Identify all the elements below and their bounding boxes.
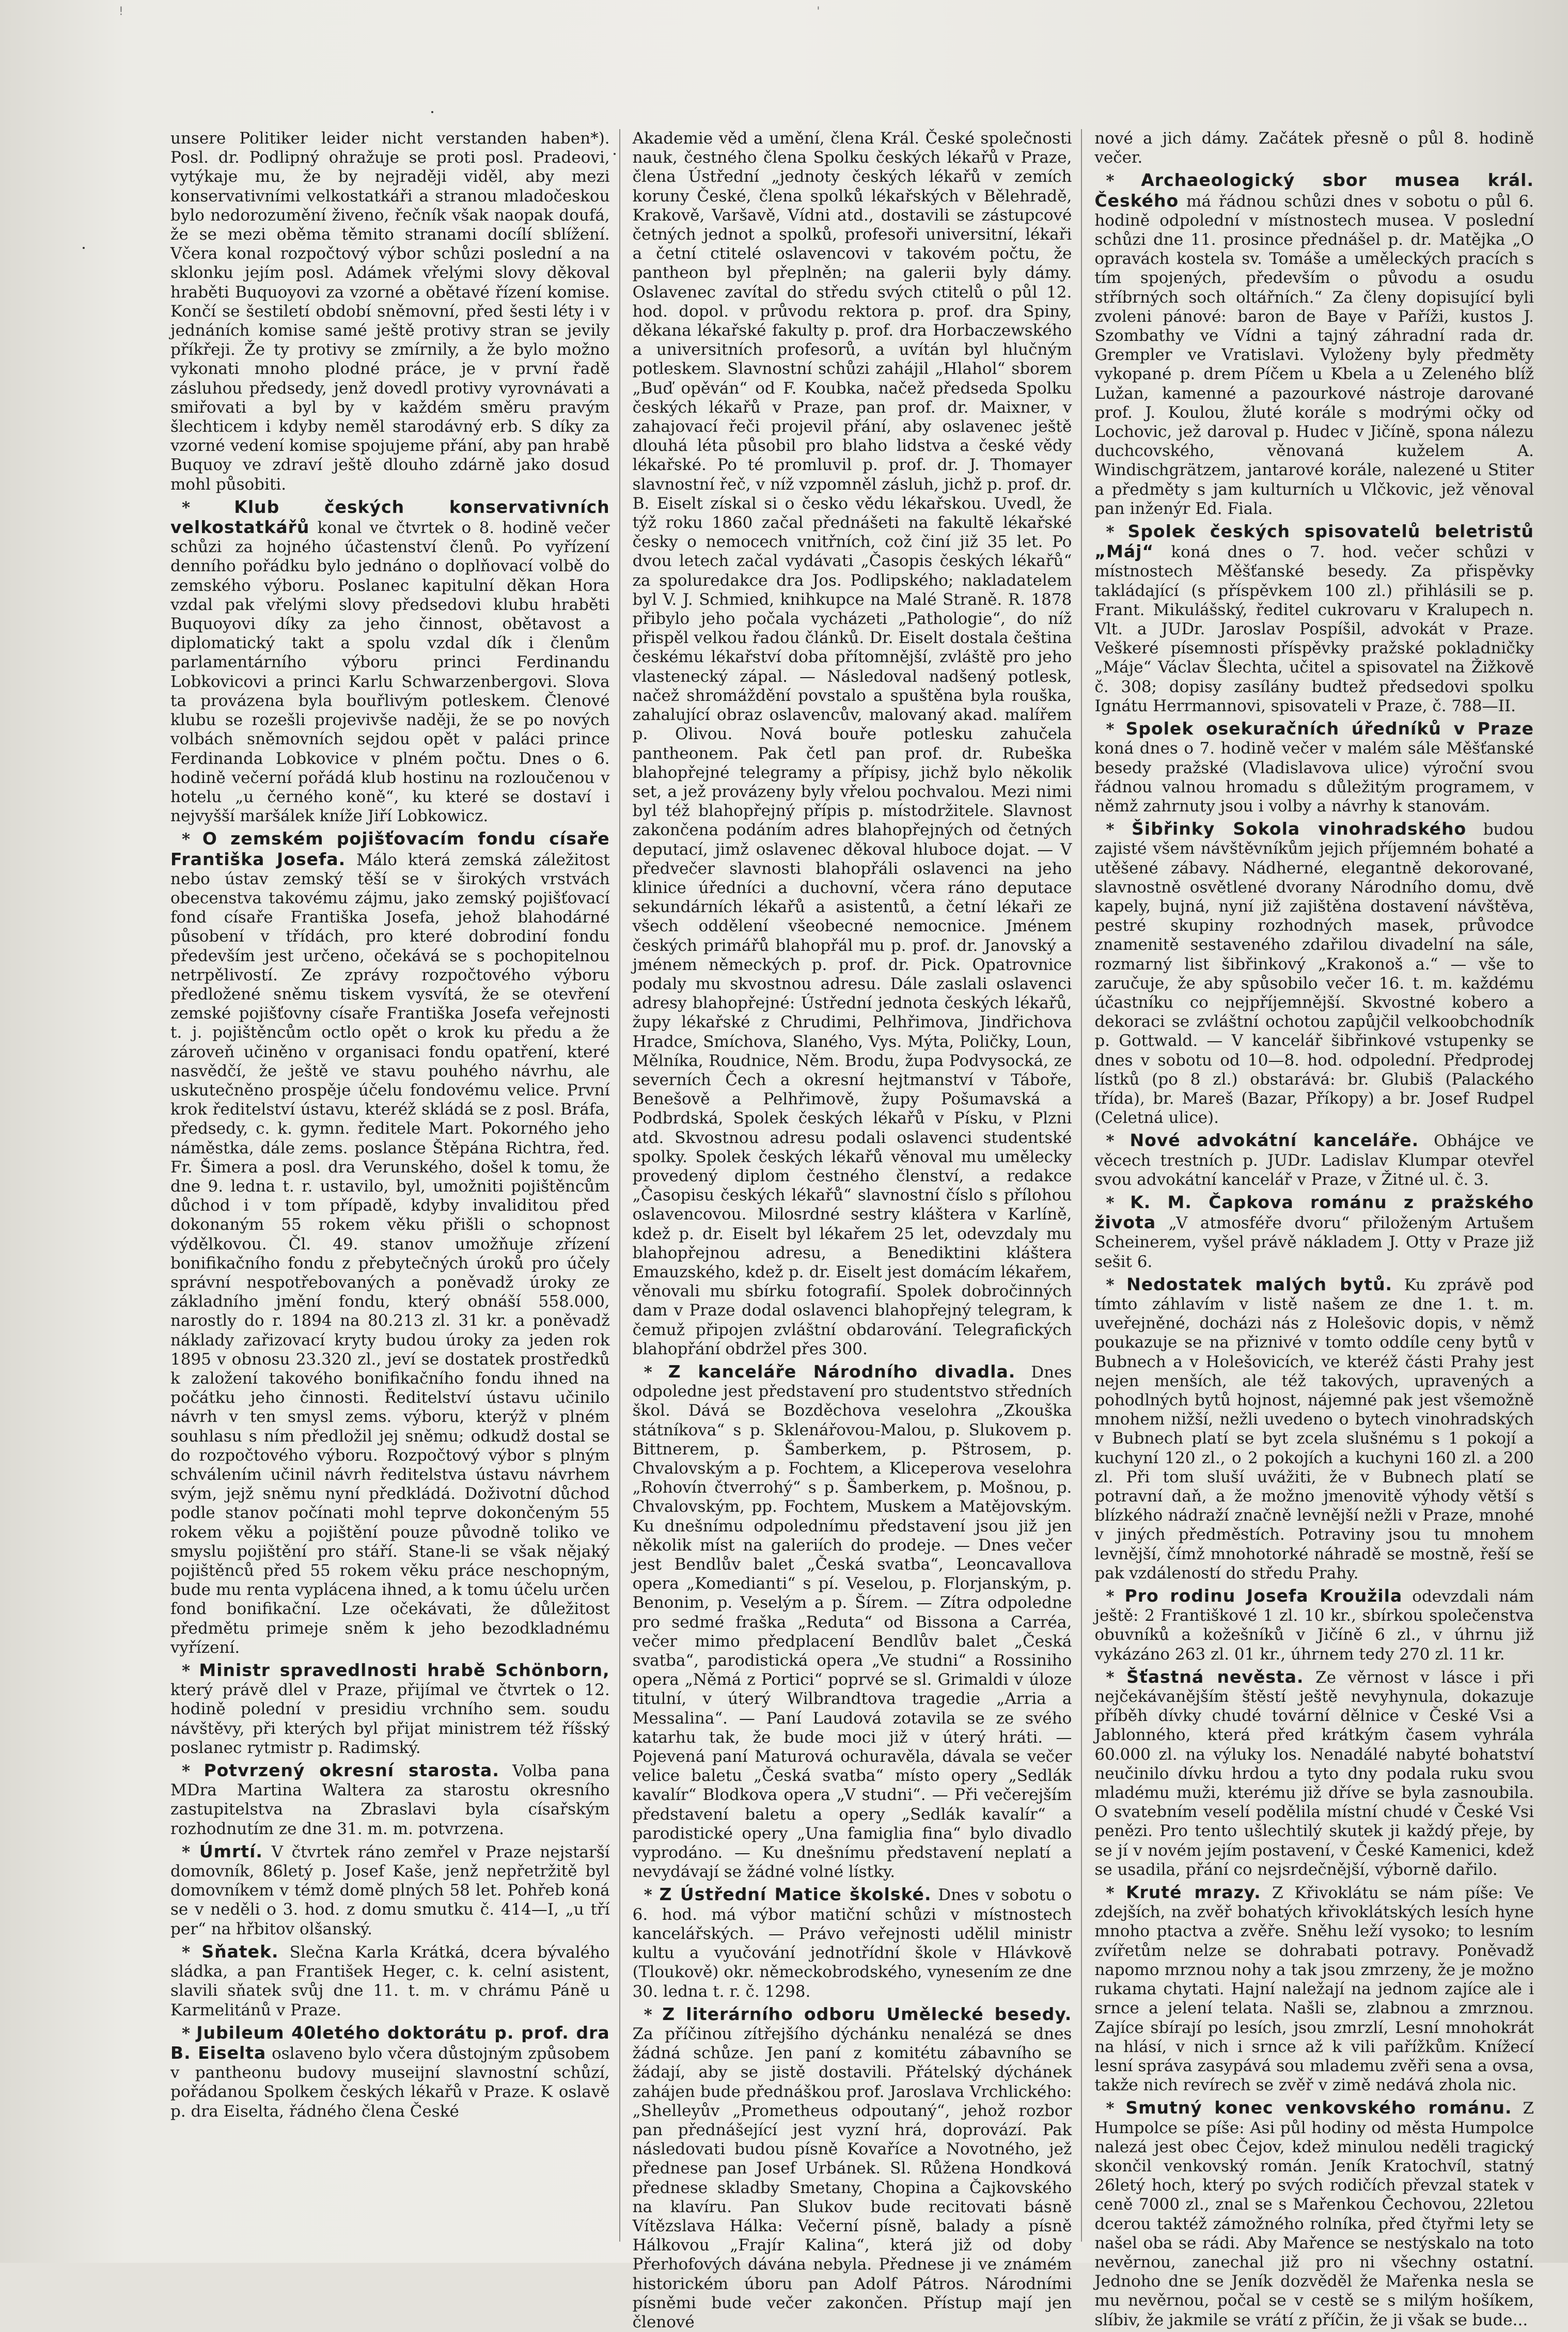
news-item [1094,819,1534,1128]
news-headline: Potvrzený okresní starosta. [203,1760,499,1781]
news-headline: Ministr spravedlnosti hrabě Schönborn, [199,1660,610,1681]
ink-smudge [614,153,616,155]
news-headline: O zemském pojišťovacím fondu císaře Františka Josefa. [170,828,610,869]
news-body-text: Ku zprávě pod tímto záhlavím v listě našem ze dne 1. t. m. uveřejněné, docházi nás z Holešovic dopis, v němž poukazuje se na přiznivé v tomto oddíle ceny bytů v Bubnech a v Holešovicích, ve kteréž části Prahy jest nejen menších, ale též takových, upravených a pohodlných bytů hojnost, nájemné pak jest všemožně mnohem nižší, nežli uvedeno o bytech vinohradských v Bubnech platí se byt zcela slušnému s 1 pokojí a kuchyní 120 zl., o 2 pokojích a kuchyni 160 zl. a 200 zl. Při tom sluší uvážiti, že v Bubnech platí se potravní daň, a že možno jmenovitě výhody větší s blízkého nádraží značně levnější nežli v Praze, mnohé v jiných předměstích. Potraviny jsou tu mnohem levnější, čímž mnohotorké náhradě se mostně, řeší se pak vzdáleností do středu Prahy. [1094,1275,1534,1583]
item-bullet-mark: * [182,1943,202,1962]
item-bullet-mark: * [1106,523,1128,542]
news-item [1094,1883,1534,2095]
news-item [170,497,610,826]
news-item [170,1942,610,2020]
item-bullet-mark: * [1106,1193,1131,1212]
item-bullet-mark: * [1106,1668,1127,1687]
news-body-text: oslaveno bylo včera důstojným způsobem v pantheonu budovy museijní slavnostní schůzí, pořádanou Spolkem českých lékařů v Praze. K oslavě p. dra Eiselta, řádného člena České [170,2044,610,2121]
news-body-text: Obhájce ve věcech trestních p. JUDr. Ladislav Klumpar otevřel svou advokátní kancelář v Praze, v Žitné ul. č. 3. [1094,1132,1534,1189]
column-3 [1094,129,1534,2329]
news-body-text: „V atmosféře dvoru“ přiloženým Artušem Scheinerem, vyšel právě nákladem J. Otty v Praze již sešit 6. [1094,1214,1534,1271]
news-headline: Smutný konec venkovského románu. [1125,2098,1512,2118]
item-bullet-mark: * [1106,2099,1126,2118]
news-body-text: Ze věrnost v lásce i při nejčekávanějším štěstí ještě nevyhynula, dokazuje příběh dívky chudé tovární dělnice v České Vsi a Jablonného, která před krátkým časem vyhrála 60.000 zl. na výluky los. Nenadálé nabyté bohatství neučinilo dívku hrdou a tyto dny podala ruku svou mladému muži, kterému již dříve se byla zasnoubila. O svatebním veselí podělila místní chudé v České Vsi penězi. Pro tento ušlechtilý skutek ji každý přeje, by se jí v novém jejím postavení, v České Kamenici, kdež se usadila, přání co nejsrdečnější, výborně dařilo. [1094,1668,1534,1879]
news-item [1094,1586,1534,1664]
news-headline: Z Ústřední Matice školské. [659,1884,932,1905]
item-bullet-mark: * [182,2024,197,2043]
item-bullet-mark: * [182,1762,204,1781]
news-headline: Spolek českých spisovatelů beletristů „Máj“ [1094,521,1534,562]
news-headline: Jubileum 40letého doktorátu p. prof. dra B. Eiselta [170,2022,610,2063]
news-headline: Z kanceláře Národního divadla. [668,1361,1016,1382]
news-body-text: má řádnou schůzi dnes v sobotu o půl 6. hodině odpolední v místnostech musea. V poslední schůzi dne 11. prosince přednášel p. dr. Matějka „O opravách kostela sv. Tomáše a uměleckých pracích s tím spojených, především o původu a osudu stříbrných soch oltářních.“ Za členy dopisující byli zvoleni pánové: baron de Baye v Paříži, kustos J. Szombathy ve Vídni a tajný záhradní rada dr. Grempler ve Vratislavi. Vyloženy byly předměty vykopané p. drem Píčem u Kbela a u Zeleného blíž Lužan, kamenné a pazourkové nástroje darované prof. J. Koulou, žluté korále s modrými očky od Lochovic, jež daroval p. Hudec v Jičíně, spona nálezu duchcovského, věnovaná kuželem A. Windischgrätzem, jantarové korále, nalezené u Stiter a předměty s jam kulturních u Vlčkovic, jež věnoval pan inženýr Ed. Fiala. [1094,192,1534,518]
news-headline: Šibřinky Sokola vinohradského [1132,819,1467,839]
item-bullet-mark: * [1106,1275,1127,1294]
item-bullet-mark: * [1106,171,1141,191]
news-body-text: Akademie věd a umění, člena Král. České společnosti nauk, čestného člena Spolku českých lékařů v Praze, člena Ústřední „jednoty českých lékařů v zemích koruny České, člena spolků lékařských v Bělehradě, Krakově, Varšavě, Vídni atd., dostavili se zástupcové četných jednot a spolků, profesoři universitní, lékaři a četní ctitelé oslavencovi v takovém počtu, že pantheon byl přeplněn; na galerii byly dámy. Oslavenec zavítal do středu svých ctitelů o půl 12. hod. dopol. v průvodu rektora p. prof. dra Spiny, děkana lékařské fakulty p. prof. dra Horbaczewského a universitních profesorů, a uvítán byl hlučným potleskem. Slavnostní schůzi zahájil „Hlahol“ sborem „Buď opěván“ od F. Koubka, načež předseda Spolku českých lékařů v Praze, pan prof. dr. Maixner, v zahajovací řeči projevil přání, aby oslavenec ještě dlouhá léta působil pro blaho lidstva a české vědy lékařské. Po té promluvil p. prof. dr. J. Thomayer slavnostní řeč, v níž vzpomněl zásluh, jichž p. prof. dr. B. Eiselt získal si o česko vědu lékařskou. Uvedl, že týž roku 1860 začal přednášeti na fakultě lékařské česky o nemocech vnitřních, což činí již 35 let. Po dvou letech začal vydávati „Časopis českých lékařů“ za spoluredakce dra Jos. Podlipského; nakladatelem byl V. J. Schmied, knihkupce na Malé Straně. R. 1878 přibylo jeho počala vycházeti „Pathologie“, do níž přispěl velkou řadou článků. Dr. Eiselt dostala čeština českému lékařství doba přítomnější, zvláště pro jeho vlastenecký zápal. — Následoval nadšený potlesk, načež shromáždění povstalo a spuštěna byla rouška, zahalující obraz oslavencův, malovaný akad. malířem p. Olivou. Nová bouře potlesku zahučela pantheonem. Pak četl pan prof. dr. Rubeška blahopřejné telegramy a přípisy, jichž bylo několik set, a jež provázeny byly vřelou pochvalou. Mezi nimi byl též blahopřejný přípis p. místodržitele. Slavnost zakončena podáním adres blahopřejných od četných deputací, jimž oslavenec děkoval hluboce dojat. — V předvečer slavnosti blahopřáli oslavenci na jeho klinice úředníci a duchovní, včera ráno deputace sekundárních lékařů a asistentů, a četní lékaři ze všech oddělení všeobecné nemocnice. Jménem českých primářů blahopřál mu p. prof. dr. Janovský a jménem německých p. prof. dr. Pick. Opatrovnice podaly mu skvostnou adresu. Dále zaslali oslavenci adresy blahopřejné: Ústřední jednota českých lékařů, župy lékařské z Chrudimi, Pelhřimova, Jindřichova Hradce, Smíchova, Slaného, Vys. Mýta, Poličky, Loun, Mělníka, Roudnice, Něm. Brodu, župa Podvysocká, ze severních Čech a okresní hejtmanství v Táboře, Benešově a Pelhřimově, župy Pošumavská a Podbrdská, Spolek českých lékařů v Písku, v Plzni atd. Skvostnou adresu podali oslavenci studentské spolky. Spolek českých lékařů věnoval mu umělecky provedený diplom čestného členství, a redakce „Časopisu českých lékařů“ slavnostní číslo s přílohou oslavencovou. Milosrdné sestry kláštera v Karlíně, kdež p. dr. Eiselt byl lékařem 25 let, odevzdaly mu blahopřejnou adresu, a Benediktini kláštera Emauzského, kdež p. dr. Eiselt jest domácím lékařem, věnovali mu sbírku fotografií. Spolek dobročinných dam v Praze dodal oslavenci blahopřejný telegram, k čemuž připojen zvláštní obdarování. Telegrafických blahopřání obdržel přes 300. [632,129,1072,1358]
news-body-text: Slečna Karla Krátká, dcera bývalého sládka, a pan František Heger, c. k. celní asistent, slavili sňatek svůj dne 11. t. m. v chrámu Páně u Karmelitánů v Praze. [170,1943,610,2020]
news-item [1094,170,1534,519]
news-item [170,1761,610,1839]
news-item [1094,1131,1534,1190]
news-item [633,1885,1072,2001]
news-headline: Kruté mrazy. [1125,1882,1261,1903]
news-item [170,1661,610,1758]
news-headline: Úmrtí. [199,1841,263,1861]
column-2 [632,129,1083,2331]
news-body-text: V čtvrtek ráno zemřel v Praze nejstarší domovník, 86letý p. Josef Kaše, jenž nepřetržitě byl domovníkem v témž domě plných 58 let. Pohřeb koná se v neděli o 3. hod. z domu smutku č. 414—I, „u tří per“ na hřbitov olšanský. [170,1842,610,1938]
news-body-text: který právě dlel v Praze, přijímal ve čtvrtek o 12. hodině polední v presidiu vrchního sem. soudu návštěvy, při kterých byl přijat ministrem též říšský poslanec rytmistr p. Radimský. [170,1681,610,1757]
news-body-text: koná dnes o 7. hodině večer v malém sále Měšťanské besedy pražské (Vladislavova ulice) výroční svou řádnou valnou hromadu s důležitým programem, v němž zahrnuty jsou i volby a návrhy k stanovám. [1094,739,1534,816]
news-item [633,2005,1072,2332]
news-item [170,1842,610,1939]
center-page-mark: ' [817,5,820,18]
news-item [170,829,610,1657]
news-headline: Šťastná nevěsta. [1126,1666,1304,1687]
news-body-text: Volba pana MDra Martina Waltera za starostu okresního zastupitelstva na Zbraslavi byla císařským rozhodnutím ze dne 31. m. m. potvrzena. [170,1762,610,1838]
left-page-mark: ! [119,5,123,18]
news-item [1094,719,1534,816]
item-bullet-mark: * [1106,1132,1130,1151]
continued-text [170,129,610,494]
news-body-text: budou zajisté všem návštěvníkům jejich příjemném bohaté a utěšené zábavy. Nádherné, elegantně dekorované, slavnostně osvětlené dvorany Národního domu, dvě kapely, bujná, nyní již zajištěna dostavení návštěva, pestré skupiny rozhodných masek, průvodce znamenitě sestaveného zdařilou divadelní na sále, rozmarný list šibřinkový „Krakonoš a.“ — vše to zaručuje, že aby spůsobilo večer 16. t. m. každému účastníku co nejpříjemnější. Skvostné kobero a dekoraci se zvláštní ochotou zapůjčil velkoobchodník p. Gottwald. — V kancelář šibřinkové vstupenky se dnes v sobotu od 10—8. hod. odpolední. Předprodej lístků (po 8 zl.) obstarává: br. Glubiš (Palackého třída), br. Mareš (Bazar, Příkopy) a br. Josef Rudpel (Celetná ulice). [1094,820,1534,1128]
news-item [1094,2098,1534,2329]
news-body-text: Dnes v sobotu o 6. hod. má výbor matiční schůzi v místnostech kancelářských. — Právo veřejnosti udělil ministr kultu a vyučování jednotřídní škole v Hlávkově (Tloukově) okr. německobrodského, vynesením ze dne 30. ledna t. r. č. 1298. [632,1886,1072,2001]
continued-text [1094,129,1534,167]
news-item [1094,1193,1534,1272]
news-headline: Z literárního odboru Umělecké besedy. [662,2004,1072,2024]
news-body-text: konal ve čtvrtek o 8. hodině večer schůzi za hojného účastenství členů. Po vyřízení denního pořádku bylo jednáno o doplňovací volbě do zemského výboru. Poslanec kapitulní děkan Hora vzdal pak vřelými slovy předsedovi klubu hraběti Buquoyovi díky za jeho činnost, obětavost a diplomatický takt a spolu vzdal dík i členům parlamentárního výboru princi Ferdinandu Lobkovicovi a princi Karlu Schwarzenbergovi. Slova ta provázena byla bouřlivým potleskem. Členové klubu se rozešli projevivše naději, že se po nových volbách sněmovních sejdou opět v paláci prince Ferdinanda Lobkovice v plném počtu. Dnes o 6. hodině večerní pořádá klub hostinu na rozloučenou v hotelu „u černého koně“, ku které se dostaví i nejvyšší maršálek kníže Jiří Lobkowicz. [170,519,610,826]
news-headline: Nové advokátní kanceláře. [1130,1130,1419,1151]
news-body-text: Dnes odpoledne jest představení pro studentstvo středních škol. Dává se Bozděchova veselohra „Zkouška státníkova“ s p. Sklenářovou-Malou, p. Slukovem p. Bittnerem, p. Šamberkem, p. Pštrosem, p. Chvalovským a p. Fochtem, a Kliceperova veselohra „Rohovín čtverrohý“ s p. Šamberkem, p. Mošnou, p. Chvalovským, pp. Fochtem, Muskem a Matějovským. Ku dnešnímu odpolednímu představení jsou již jen několik míst na galeriích do prodeje. — Dnes večer jest Bendlův balet „Česká svatba“, Leoncavallova opera „Komedianti“ s pí. Veselou, p. Florjanským, p. Benonim, p. Veselým a p. Šírem. — Zítra odpoledne pro sedmé fraška „Reduta“ od Bissona a Carréa, večer mimo předplacení Bendlův balet „Česká svatba“, parodistická opera „Ve studni“ a Rossiniho opera „Němá z Portici“ poprvé se sl. Grimaldi v úloze titulní, v úterý Wilbrandtova tragedie „Arria a Messalina“. — Paní Laudová zotavila se ze svého katarhu tak, že bude moci již v úterý hráti. — Pojevená paní Maturová ochuravěla, dávala se večer velice baletu „Česká svatba“ místo opery „Sedlák kavalír“ Blodkova opera „V studni“. — Při večerejším představení baletu a opery „Sedlák kavalír“ a parodistické opery „Una famiglia fina“ bylo divadlo vyprodáno. — Ku dnešnímu představení neplatí a nevydávají se žádné volné lístky. [632,1363,1072,1882]
news-headline: K. M. Čapkova románu z pražského života [1094,1192,1534,1233]
ink-smudge [431,111,433,113]
news-item [1094,1667,1534,1880]
article-columns [170,129,1534,2331]
news-item [633,1362,1072,1882]
news-headline: Sňatek. [201,1941,279,1962]
news-body-text: nové a jich dámy. Začátek přesně o půl 8. hodině večer. [1094,129,1534,167]
item-bullet-mark: * [1106,720,1126,739]
news-body-text: Za příčinou zítřejšího dýchánku nenalézá se dnes žádná schůze. Jen paní z komitétu zábavního se žádají, aby se jistě dostavili. Přátelský dýchánek zahájen bude přednáškou prof. Jaroslava Vrchlického: „Shelleyův „Prometheus odpoutaný“, jehož rozbor pan přednášející jest vyzní hrá, doprovází. Pak následovati budou písně Kovaříce a Novotného, jež přednese pan Josef Urbánek. Sl. Růžena Hondková přednese skladby Smetany, Chopina a Čajkovského na klavíru. Pan Slukov bude recitovati básně Vítězslava Hálka: Večerní písně, balady a písně Hálkovou „Frajír Kalina“, která již od doby Přerhofových dávána nebyla. Přednese ji ve známém historickém úboru pan Adolf Pátros. Národními písněmi bude večer zakončen. Přístup mají jen členové [632,2024,1072,2331]
news-headline: Klub českých konservativních velkostatkářů [170,496,610,538]
item-bullet-mark: * [182,498,234,517]
item-bullet-mark: * [1106,1587,1125,1606]
news-item [1094,1275,1534,1583]
column-1 [170,129,620,2242]
page-top-marks [119,5,1513,18]
item-bullet-mark: * [644,1886,660,1905]
news-headline: Spolek osekuračních úředníků v Praze [1125,718,1534,739]
item-bullet-mark: * [1106,820,1132,839]
item-bullet-mark: * [644,2005,663,2024]
news-body-text: Z Humpolce se píše: Asi půl hodiny od města Humpolce nalezá jest obec Čejov, kdež minulou neděli tragický skončil venkovský román. Jeník Kratochvíl, statný 26letý hoch, který po svých rodičích převzal statek v ceně 7000 zl., znal se s Mařenkou Čechovou, 22letou dcerou taktéž zámožného rolníka, před čtyřmi lety se našel oba se rádi. Aby Mařence se nestýskalo na toto nevěrnou, zanechal již pro ni všechny ostatní. Jednoho dne se Jeník dozvěděl že Mařenka nesla se mu nevěrnou, počal se v cestě se s milým hošíkem, slíbiv, že jakmile se vrátí z příčin, že ji však se bude... [1094,2099,1534,2329]
news-body-text: Z Křivoklátu se nám píše: Ve zdejších, na zvěř bohatých křivoklátských lesích hyne mnoho ptactva a zvěře. Sněhu leží vysoko; to lesním zvířetům nelze se dohrabati potravy. Poněvadž napomo mrznou nohy a tak jsou zmrzeny, že je možno rukama chytati. Hajní naležají na jednom zajíce ale i srnce a jelení telata. Našli se, zlabnou a zmrznou. Zajíce sbírají po lesích, jsou zmrzlí, Lesní mnohokrát na hlásí, v nich i srnce až k vili pařížkům. Knížecí lesní správa zasypává sou mlademu zvěři sena a ovsa, takže nich revírech se zvěř v zimě nedává zhola nic. [1094,1884,1534,2095]
news-body-text: Málo která zemská záležitost nebo ústav zemský těší se v širokých vrstvách obecenstva takovému zájmu, jako zemský pojišťovací fond císaře Františka Josefa, jehož blahodárné působení v třídách, pro které dobrodiní fondu především jest určeno, očekává se s pochopitelnou netrpělivostí. Ze zprávy rozpočtového výboru předložené sněmu tiskem vysvítá, že se otevření zemské pojišťovny císaře Františka Josefa veřejnosti t. j. pojištěncům octlo opět o krok ku předu a že zároveň učiněno v organisaci fondu opatření, které nasvědčí, že ještě ve stavu pouhého návrhu, ale uskutečněno prospěje účelu fondovému velice. První krok ředitelství ústavu, kteréž skládá se z posl. Bráfa, předsedy, c. k. gymn. ředitele Mart. Pokorného jeho náměstka, dále zems. poslance Štěpána Richtra, řed. Fr. Šimera a posl. dra Verunského, došel k tomu, že dne 9. ledna t. r. ustavilo, byl, umožniti pojištěncům důchod i v tom případě, kdyby invaliditou před dokonaným 55 rokem věku přišli o schopnost výdělkovou. Čl. 49. stanov umožňuje zřízení bonifikačního fondu z přebytečných úroků pro účely správní nespotřebovaných a poněvadž úroky ze základního jmění fondu, který obnáší 558.000, narostly do r. 1894 na 80.213 zl. 31 kr. a poněvadž náklady zařizovací kryty budou úroky za jeden rok 1895 v obnosu 23.320 zl., jeví se dostatek prostředků k založení takového bonifikačního fondu ihned na počátku jeho činnosti. Ředitelství ústavu učinilo návrh v ten smysl zems. výboru, kterýž v plném souhlasu s ním předložil jej sněmu; odkudž dostal se do rozpočtového výboru. Rozpočtový výbor s plným schválením učinil návrh ředitelstva ústavu návrhem svým, jejž sněmu nyní předkládá. Doživotní důchod podle stanov počínati mohl teprve dokončeným 55 rokem věku a pojištění pouze původně toliko ve smyslu pojištění pro stáří. Stane-li se však nějaký pojištěnců před 55 rokem věku práce neschopným, bude mu renta vyplácena ihned, a k tomu účelu určen fond bonifikační. Lze očekávati, že důležitost předmětu primeje sněm k jeho bezodkladnému vyřízení. [170,850,610,1657]
news-headline: Pro rodinu Josefa Kroužila [1124,1586,1403,1606]
item-bullet-mark: * [182,1662,199,1681]
news-body-text: odevzdali nám ještě: 2 Františkové 1 zl. 10 kr., sbírkou společenstva obuvníků a kožešníků v Jičíně 6 zl., v úhrnu již vykázáno 263 zl. 01 kr., úhrnem tedy 270 zl. 11 kr. [1094,1587,1534,1664]
item-bullet-mark: * [182,830,202,849]
ink-smudge [83,247,85,249]
news-headline: Nedostatek malých bytů. [1126,1274,1393,1294]
news-body-text: koná dnes o 7. hod. večer schůzi v místnostech Měšťanské besedy. Za přispěvky takládající (s příspěvkem 100 zl.) přihlásili se p. Frant. Mikulášský, ředitel cukrovaru v Kralupech n. Vlt. a JUDr. Jaroslav Pospíšil, advokát v Praze. Veškeré písemnosti příspěvky pražské pokladničky „Máje“ Václav Šlechta, učitel a spisovatel na Žižkově č. 308; dopisy zasílány budtež předsedovi spolku Ignátu Herrmannovi, spisovateli v Praze, č. 788—II. [1094,543,1534,715]
continued-text [633,129,1072,1359]
news-item [170,2023,610,2121]
news-item [1094,522,1534,716]
item-bullet-mark: * [182,1842,199,1861]
item-bullet-mark: * [644,1363,668,1382]
item-bullet-mark: * [1106,1884,1126,1903]
news-body-text: unsere Politiker leider nicht verstanden haben*). Posl. dr. Podlipný ohražuje se proti posl. Pradeovi, vytýkaje mu, že by nejraději viděl, aby mezi konservativními velkostatkáři a stranou mladočeskou bylo nedorozumění živeno, řečník však naopak doufá, že se mezi oběma těmito stranami docílí sblížení. Včera konal rozpočtový výbor schůzi poslední a na sklonku jejím posl. Adámek vřelými slovy děkoval hraběti Buquoyovi za vzorné a obětavé řízení komise. Končí se šestiletí období sněmovní, před šesti léty i v jednáních komise samé ještě protivy stran se jevily příkřeji. Že ty protivy se zmírnily, a že bylo možno vykonati mnoho plodné práce, je v první řadě zásluhou předsedy, jenž dovedl protivy vyrovnávati a smiřovati a byl by v každém směru pravým šlechticem i kdyby neměl starodávný erb. S díky za vzorné vedení komise spojujeme přání, aby pan hrabě Buquoy ve zdraví ještě dlouho zdárně jako dosud mohl působiti. [170,129,610,494]
news-headline: Archaeologický sbor musea král. Českého [1094,170,1534,211]
